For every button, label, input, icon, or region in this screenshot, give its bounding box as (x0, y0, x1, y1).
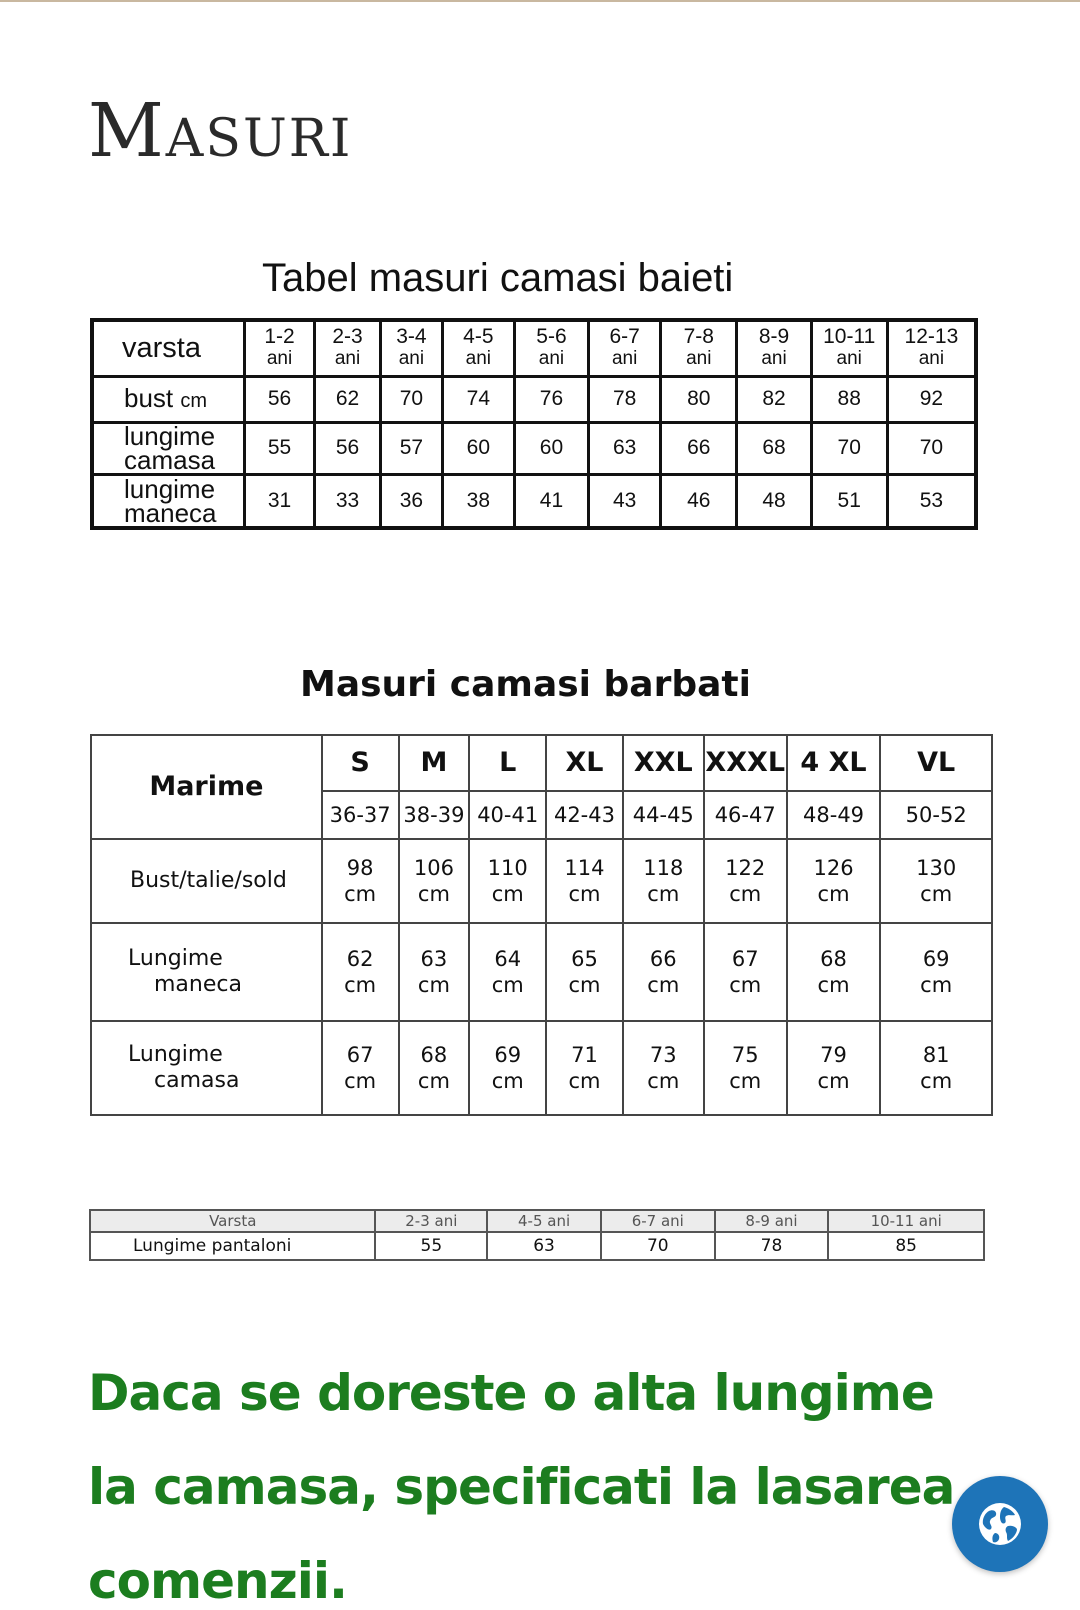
age-cell: 7-8 ani (661, 320, 737, 376)
bust-cell: 114 cm (546, 839, 623, 923)
size-letter: VL (880, 735, 992, 791)
age-cell: 6-7 ani (589, 320, 661, 376)
sleeve-cell: 64 cm (469, 923, 546, 1021)
bust-cell: 82 (737, 376, 811, 422)
bust-cell: 80 (661, 376, 737, 422)
age-cell: 10-11 ani (811, 320, 887, 376)
sleeve-cell: 63 cm (399, 923, 470, 1021)
top-divider (0, 0, 1080, 2)
pants-age-cell: 2-3 ani (375, 1210, 487, 1232)
shirt-length-label: Lungime camasa (91, 1021, 322, 1115)
boys-table-title: Tabel masuri camasi baieti (262, 256, 734, 300)
shirt-length-cell: 55 (244, 422, 314, 474)
sleeve-length-cell: 43 (589, 474, 661, 528)
pants-age-cell: 8-9 ani (715, 1210, 829, 1232)
bust-cell: 110 cm (469, 839, 546, 923)
sleeve-cell: 65 cm (546, 923, 623, 1021)
size-number: 50-52 (880, 791, 992, 839)
men-table-title: Masuri camasi barbati (300, 664, 751, 705)
men-bust-row (91, 839, 992, 923)
bust-cell: 74 (442, 376, 514, 422)
bust-cell: 76 (514, 376, 588, 422)
shirt-length-cell: 68 (737, 422, 811, 474)
shirt-cell: 69 cm (469, 1021, 546, 1115)
shirt-length-cell: 60 (442, 422, 514, 474)
size-letter: XL (546, 735, 623, 791)
pants-age-cell: 10-11 ani (828, 1210, 984, 1232)
shirt-cell: 79 cm (787, 1021, 881, 1115)
page-title: Masuri (88, 88, 353, 174)
size-number: 48-49 (787, 791, 881, 839)
sleeve-length-cell: 33 (315, 474, 381, 528)
shirt-length-cell: 56 (315, 422, 381, 474)
bust-cell: 92 (887, 376, 976, 422)
bust-cell: 126 cm (787, 839, 881, 923)
age-cell: 2-3 ani (315, 320, 381, 376)
pants-length-table (89, 1209, 985, 1261)
shirt-length-cell: 63 (589, 422, 661, 474)
men-size-table (90, 734, 993, 1116)
shirt-cell: 71 cm (546, 1021, 623, 1115)
pants-length-cell: 63 (487, 1232, 601, 1260)
boys-shirt-length-row (92, 422, 976, 474)
bust-cell: 98 cm (322, 839, 399, 923)
sleeve-length-cell: 46 (661, 474, 737, 528)
boys-size-table (90, 318, 978, 530)
shirt-length-cell: 57 (380, 422, 442, 474)
size-number: 46-47 (704, 791, 787, 839)
boys-sleeve-length-row (92, 474, 976, 528)
age-cell: 5-6 ani (514, 320, 588, 376)
shirt-cell: 67 cm (322, 1021, 399, 1115)
custom-length-note: Daca se doreste o alta lungime la camasa, specificati la lasarea comenzii. (88, 1364, 955, 1610)
shirt-length-cell: 70 (811, 422, 887, 474)
pants-age-header: Varsta (90, 1210, 375, 1232)
men-sleeve-row (91, 923, 992, 1021)
sleeve-length-cell: 31 (244, 474, 314, 528)
bust-label: bust cm (92, 376, 244, 422)
bust-cell: 78 (589, 376, 661, 422)
pants-length-cell: 70 (601, 1232, 715, 1260)
men-shirt-row (91, 1021, 992, 1115)
pants-length-cell: 85 (828, 1232, 984, 1260)
bust-cell: 88 (811, 376, 887, 422)
sleeve-length-label: Lungime maneca (91, 923, 322, 1021)
pants-length-cell: 55 (375, 1232, 487, 1260)
language-globe-button[interactable] (952, 1476, 1048, 1572)
pants-age-cell: 4-5 ani (487, 1210, 601, 1232)
shirt-length-label: lungime camasa (92, 422, 244, 474)
shirt-cell: 68 cm (399, 1021, 470, 1115)
size-number: 38-39 (399, 791, 470, 839)
age-cell: 12-13 ani (887, 320, 976, 376)
sleeve-length-cell: 51 (811, 474, 887, 528)
sleeve-cell: 67 cm (704, 923, 787, 1021)
bust-cell: 70 (380, 376, 442, 422)
bust-cell: 122 cm (704, 839, 787, 923)
age-cell: 8-9 ani (737, 320, 811, 376)
bust-cell: 118 cm (623, 839, 704, 923)
age-cell: 4-5 ani (442, 320, 514, 376)
sleeve-length-cell: 48 (737, 474, 811, 528)
sleeve-cell: 62 cm (322, 923, 399, 1021)
size-letter: M (399, 735, 470, 791)
bust-cell: 130 cm (880, 839, 992, 923)
bust-cell: 56 (244, 376, 314, 422)
shirt-length-cell: 60 (514, 422, 588, 474)
size-letter: S (322, 735, 399, 791)
size-number: 40-41 (469, 791, 546, 839)
sleeve-length-label: lungime maneca (92, 474, 244, 528)
size-number: 42-43 (546, 791, 623, 839)
pants-age-row (90, 1210, 984, 1232)
sleeve-length-cell: 38 (442, 474, 514, 528)
age-header: varsta (92, 320, 244, 376)
age-cell: 1-2 ani (244, 320, 314, 376)
pants-age-cell: 6-7 ani (601, 1210, 715, 1232)
bust-cell: 62 (315, 376, 381, 422)
bust-waist-hip-label: Bust/talie/sold (91, 839, 322, 923)
size-number: 36-37 (322, 791, 399, 839)
size-letter: 4 XL (787, 735, 881, 791)
size-letter: XXXL (704, 735, 787, 791)
shirt-length-cell: 70 (887, 422, 976, 474)
pants-length-label: Lungime pantaloni (90, 1232, 375, 1260)
size-letter-row (91, 735, 992, 791)
pants-length-row (90, 1232, 984, 1260)
size-number: 44-45 (623, 791, 704, 839)
size-letter: XXL (623, 735, 704, 791)
shirt-length-cell: 66 (661, 422, 737, 474)
size-header: Marime (91, 735, 322, 839)
boys-age-row (92, 320, 976, 376)
sleeve-cell: 66 cm (623, 923, 704, 1021)
age-cell: 3-4 ani (380, 320, 442, 376)
sleeve-cell: 68 cm (787, 923, 881, 1021)
size-letter: L (469, 735, 546, 791)
boys-bust-row (92, 376, 976, 422)
shirt-cell: 75 cm (704, 1021, 787, 1115)
sleeve-length-cell: 41 (514, 474, 588, 528)
sleeve-cell: 69 cm (880, 923, 992, 1021)
bust-cell: 106 cm (399, 839, 470, 923)
shirt-cell: 73 cm (623, 1021, 704, 1115)
shirt-cell: 81 cm (880, 1021, 992, 1115)
sleeve-length-cell: 36 (380, 474, 442, 528)
sleeve-length-cell: 53 (887, 474, 976, 528)
pants-length-cell: 78 (715, 1232, 829, 1260)
globe-icon (975, 1499, 1025, 1549)
